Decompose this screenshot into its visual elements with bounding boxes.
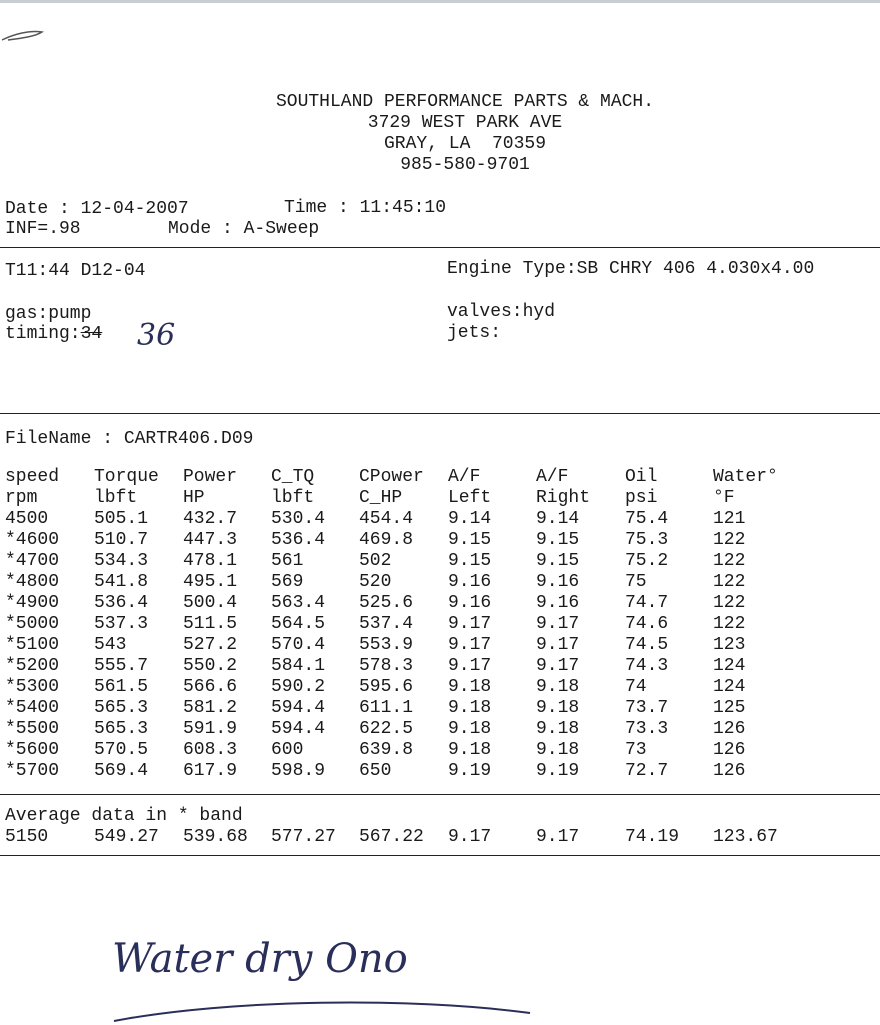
table-row [5, 551, 793, 572]
table-cell: 9.18 [448, 719, 492, 739]
table-row [5, 677, 793, 698]
company-phone: 985-580-9701 [400, 155, 530, 175]
company-street: 3729 WEST PARK AVE [367, 113, 563, 133]
run-inf: INF=.98 [5, 219, 81, 239]
table-cell: 9.16 [448, 593, 492, 613]
table-cell: rpm [5, 488, 38, 508]
table-cell: Oil [625, 467, 658, 487]
handwritten-note: Water dry Ono [112, 936, 408, 982]
table-cell: 124 [713, 677, 746, 697]
table-cell: 122 [713, 572, 746, 592]
table-cell: 447.3 [183, 530, 238, 550]
table-cell: 541.8 [94, 572, 149, 592]
table-cell: 9.17 [536, 827, 580, 847]
table-cell: 565.3 [94, 719, 149, 739]
table-cell: *4900 [5, 593, 60, 613]
table-cell: 9.15 [536, 551, 580, 571]
valves-type: valves:hyd [447, 302, 556, 322]
table-units-row [5, 488, 793, 509]
table-cell: 122 [713, 593, 746, 613]
company-city: GRAY, LA 70359 [383, 134, 547, 154]
table-cell: 594.4 [271, 719, 326, 739]
table-cell: 73 [625, 740, 647, 760]
table-cell: 570.4 [271, 635, 326, 655]
table-cell: 122 [713, 530, 746, 550]
table-cell: 595.6 [359, 677, 414, 697]
run-time: Time : 11:45:10 [284, 198, 447, 218]
table-cell: 9.15 [448, 551, 492, 571]
table-cell: 123 [713, 635, 746, 655]
table-cell: 125 [713, 698, 746, 718]
table-cell: 600 [271, 740, 304, 760]
table-cell: 495.1 [183, 572, 238, 592]
table-cell: Left [448, 488, 492, 508]
dyno-table [5, 467, 793, 782]
average-label: Average data in * band [5, 806, 243, 826]
average-row [5, 827, 793, 848]
table-cell: Power [183, 467, 238, 487]
table-row [5, 761, 793, 782]
table-cell: 74.3 [625, 656, 669, 676]
table-cell: speed [5, 467, 60, 487]
table-row [5, 740, 793, 761]
table-row [5, 572, 793, 593]
table-cell: 122 [713, 551, 746, 571]
table-cell: 124 [713, 656, 746, 676]
table-cell: 9.14 [448, 509, 492, 529]
table-cell: 567.22 [359, 827, 424, 847]
table-cell: 9.18 [536, 740, 580, 760]
gas-type: gas:pump [5, 304, 92, 324]
run-date: Date : 12-04-2007 [5, 199, 189, 219]
table-cell: 9.18 [448, 698, 492, 718]
table-cell: Torque [94, 467, 159, 487]
table-cell: 563.4 [271, 593, 326, 613]
table-row [5, 656, 793, 677]
table-cell: 543 [94, 635, 127, 655]
table-cell: 74.5 [625, 635, 669, 655]
table-cell: 9.18 [536, 719, 580, 739]
table-cell: 650 [359, 761, 392, 781]
table-cell: lbft [94, 488, 138, 508]
table-cell: 432.7 [183, 509, 238, 529]
table-cell: 537.4 [359, 614, 414, 634]
divider [0, 413, 880, 414]
table-cell: 9.14 [536, 509, 580, 529]
table-cell: 527.2 [183, 635, 238, 655]
table-cell: 9.18 [448, 677, 492, 697]
table-cell: 598.9 [271, 761, 326, 781]
test-id: T11:44 D12-04 [5, 261, 146, 281]
table-cell: 9.18 [536, 698, 580, 718]
handwritten-underline [110, 995, 540, 1025]
table-cell: Right [536, 488, 591, 508]
table-cell: 9.16 [448, 572, 492, 592]
table-cell: 9.16 [536, 593, 580, 613]
table-cell: 561.5 [94, 677, 149, 697]
table-cell: *4600 [5, 530, 60, 550]
table-cell: 564.5 [271, 614, 326, 634]
table-cell: *5400 [5, 698, 60, 718]
table-row [5, 698, 793, 719]
table-cell: *5500 [5, 719, 60, 739]
table-cell: C_HP [359, 488, 403, 508]
pen-mark [0, 22, 60, 52]
table-cell: *5300 [5, 677, 60, 697]
timing-handwritten: 36 [137, 318, 176, 353]
table-cell: 555.7 [94, 656, 149, 676]
file-name: FileName : CARTR406.D09 [5, 429, 254, 449]
table-cell: 126 [713, 740, 746, 760]
table-cell: 561 [271, 551, 304, 571]
table-cell: lbft [271, 488, 315, 508]
table-cell: 525.6 [359, 593, 414, 613]
engine-type: Engine Type:SB CHRY 406 4.030x4.00 [447, 259, 815, 279]
divider [0, 855, 880, 856]
table-cell: 454.4 [359, 509, 414, 529]
table-cell: 9.19 [448, 761, 492, 781]
table-cell: 510.7 [94, 530, 149, 550]
table-cell: °F [713, 488, 735, 508]
table-cell: 570.5 [94, 740, 149, 760]
table-cell: 9.17 [536, 635, 580, 655]
table-cell: 536.4 [271, 530, 326, 550]
table-cell: 9.17 [448, 635, 492, 655]
table-cell: 505.1 [94, 509, 149, 529]
table-cell: 9.17 [536, 656, 580, 676]
table-cell: *5100 [5, 635, 60, 655]
divider [0, 247, 880, 248]
table-cell: 502 [359, 551, 392, 571]
table-cell: 73.7 [625, 698, 669, 718]
table-row [5, 719, 793, 740]
table-cell: 126 [713, 761, 746, 781]
table-cell: 9.18 [536, 677, 580, 697]
table-cell: 9.15 [536, 530, 580, 550]
table-cell: 566.6 [183, 677, 238, 697]
table-cell: 553.9 [359, 635, 414, 655]
table-cell: 75.2 [625, 551, 669, 571]
table-cell: 74.7 [625, 593, 669, 613]
table-cell: 594.4 [271, 698, 326, 718]
table-cell: 511.5 [183, 614, 238, 634]
table-cell: 608.3 [183, 740, 238, 760]
table-cell: 617.9 [183, 761, 238, 781]
scan-edge [0, 0, 880, 3]
table-cell: *5200 [5, 656, 60, 676]
table-cell: 73.3 [625, 719, 669, 739]
table-row [5, 614, 793, 635]
table-cell: 72.7 [625, 761, 669, 781]
table-row [5, 530, 793, 551]
table-row [5, 635, 793, 656]
table-cell: 577.27 [271, 827, 336, 847]
table-row [5, 593, 793, 614]
table-cell: *5700 [5, 761, 60, 781]
jets: jets: [447, 323, 502, 343]
table-cell: 122 [713, 614, 746, 634]
timing-struck-value: 34 [80, 324, 103, 344]
table-cell: 500.4 [183, 593, 238, 613]
table-cell: 9.16 [536, 572, 580, 592]
timing-label: timing: [5, 324, 81, 344]
table-cell: 565.3 [94, 698, 149, 718]
table-cell: 569.4 [94, 761, 149, 781]
table-cell: psi [625, 488, 658, 508]
table-cell: 9.17 [448, 827, 492, 847]
table-cell: 9.18 [448, 740, 492, 760]
table-cell: 9.19 [536, 761, 580, 781]
table-cell: 520 [359, 572, 392, 592]
table-cell: 537.3 [94, 614, 149, 634]
company-name: SOUTHLAND PERFORMANCE PARTS & MACH. [275, 92, 655, 112]
table-cell: CPower [359, 467, 424, 487]
table-cell: 74.19 [625, 827, 680, 847]
table-cell: 126 [713, 719, 746, 739]
table-row [5, 509, 793, 530]
timing-line [5, 324, 102, 345]
table-cell: 611.1 [359, 698, 414, 718]
table-cell: C_TQ [271, 467, 315, 487]
run-mode: Mode : A-Sweep [168, 219, 320, 239]
table-cell: 75 [625, 572, 647, 592]
table-cell: 121 [713, 509, 746, 529]
table-cell: 9.17 [448, 614, 492, 634]
table-cell: 590.2 [271, 677, 326, 697]
table-cell: A/F [536, 467, 569, 487]
table-cell: 569 [271, 572, 304, 592]
table-cell: 639.8 [359, 740, 414, 760]
table-cell: 584.1 [271, 656, 326, 676]
table-cell: 4500 [5, 509, 49, 529]
table-cell: 5150 [5, 827, 49, 847]
table-cell: 75.4 [625, 509, 669, 529]
table-cell: *5600 [5, 740, 60, 760]
table-cell: 478.1 [183, 551, 238, 571]
table-cell: 536.4 [94, 593, 149, 613]
divider [0, 794, 880, 795]
table-cell: 9.17 [536, 614, 580, 634]
table-cell: 9.17 [448, 656, 492, 676]
table-cell: HP [183, 488, 205, 508]
table-cell: 74 [625, 677, 647, 697]
table-cell: 539.68 [183, 827, 248, 847]
table-cell: 530.4 [271, 509, 326, 529]
table-cell: 622.5 [359, 719, 414, 739]
table-cell: 9.15 [448, 530, 492, 550]
table-cell: 578.3 [359, 656, 414, 676]
table-cell: A/F [448, 467, 481, 487]
table-cell: 74.6 [625, 614, 669, 634]
table-cell: Water° [713, 467, 778, 487]
table-cell: 75.3 [625, 530, 669, 550]
table-cell: *4800 [5, 572, 60, 592]
table-cell: 534.3 [94, 551, 149, 571]
average-table [5, 827, 793, 848]
table-cell: 581.2 [183, 698, 238, 718]
table-cell: *5000 [5, 614, 60, 634]
table-cell: 550.2 [183, 656, 238, 676]
table-cell: 469.8 [359, 530, 414, 550]
table-cell: *4700 [5, 551, 60, 571]
table-cell: 123.67 [713, 827, 778, 847]
table-header-row [5, 467, 793, 488]
table-cell: 549.27 [94, 827, 159, 847]
table-cell: 591.9 [183, 719, 238, 739]
